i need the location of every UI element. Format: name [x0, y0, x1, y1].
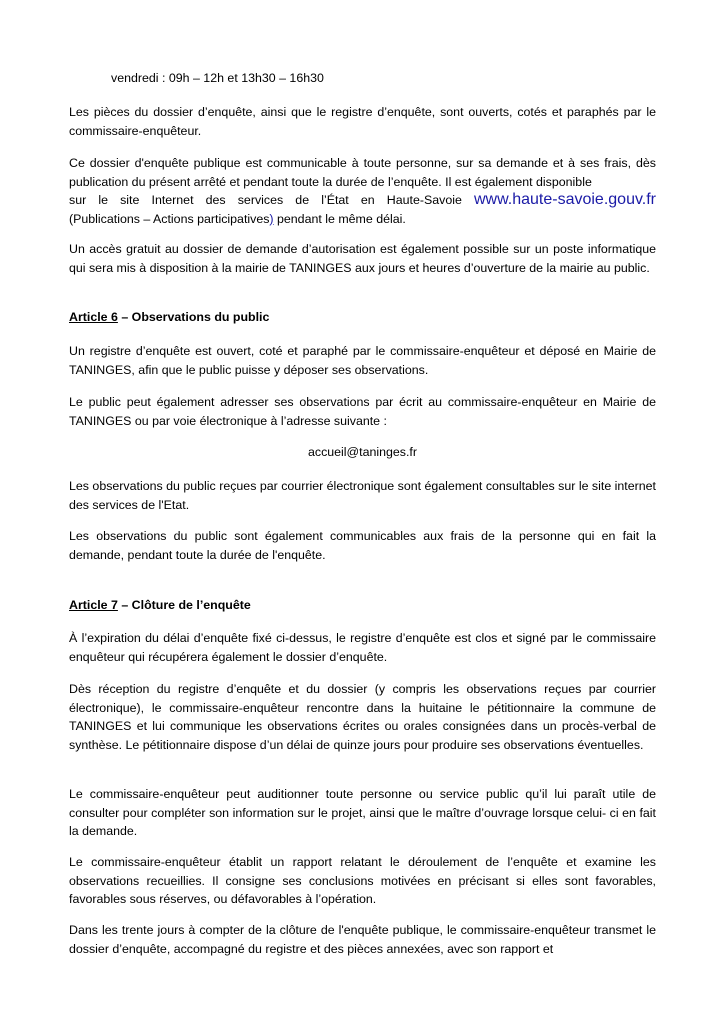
article-7-title: – Clôture de l’enquête: [117, 598, 251, 612]
article-6-heading: [69, 308, 656, 327]
closing-parenthesis: ): [269, 211, 274, 226]
paragraph-dossier-pieces: Les pièces du dossier d’enquête, ainsi que le registre d’enquête, sont ouverts, cotés et paraphés par le commissaire-enquêteur.: [69, 105, 656, 138]
article-7-label: Article 7: [69, 598, 118, 612]
paragraph-reception: Dès réception du registre d’enquête et du dossier (y compris les observations reçues par courrier électronique), le commissaire-enquêteur rencontre dans la huitaine le pétitionnaire la commune de TANINGES et lui communique les observations écrites ou orales consignées dans un procès-verbal de synthèse. Le pétitionnaire dispose d’un délai de quinze jours pour produire ses observations éventuelles.: [69, 682, 656, 752]
paragraph-registre: Un registre d’enquête est ouvert, coté et paraphé par le commissaire-enquêteur et déposé en Mairie de TANINGES, afin que le public puisse y déposer ses observations.: [69, 344, 656, 377]
article-7-heading: [69, 596, 656, 615]
paragraph-trente-jours: Dans les trente jours à compter de la clôture de l'enquête publique, le commissaire-enquêteur transmet le dossier d’enquête, accompagné du registre et des pièces annexées, avec son rapport et: [69, 923, 656, 956]
publications-line: [69, 210, 656, 229]
paragraph-acces-gratuit: Un accès gratuit au dossier de demande d’autorisation est également possible sur un poste informatique qui sera mis à disposition à la mairie de TANINGES aux jours et heures d’ouverture de la mairie au public.: [69, 242, 656, 275]
paragraph-observations-courrier: Les observations du public reçues par courrier électronique sont également consultables sur le site internet des services de l'Etat.: [69, 479, 656, 512]
schedule-line: vendredi : 09h – 12h et 13h30 – 16h30: [111, 71, 324, 85]
website-link[interactable]: www.haute-savoie.gouv.fr: [473, 191, 656, 208]
paragraph-text: Ce dossier d'enquête publique est communicable à toute personne, sur sa demande et à ses frais, dès publication du présent arrêté et pendant toute la durée de l’enquête. Il est également disponible: [69, 156, 656, 189]
article-6-label: Article 6: [69, 310, 118, 324]
paragraph-observations-communicables: Les observations du public sont également communicables aux frais de la personne qui en fait la demande, pendant toute la durée de l'enquête.: [69, 529, 656, 562]
site-line-prefix: sur le site Internet des services de l’État en Haute-Savoie: [69, 193, 462, 207]
email-address[interactable]: accueil@taninges.fr: [307, 445, 417, 459]
paragraph-auditionner: Le commissaire-enquêteur peut auditionner toute personne ou service public qu’il lui paraît utile de consulter pour compléter son information sur le projet, ainsi que le maître d’ouvrage lorsque celui- ci en fait la demande.: [69, 787, 656, 838]
paragraph-public-adresser: Le public peut également adresser ses observations par écrit au commissaire-enquêteur en Mairie de TANINGES ou par voie électronique à l’adresse suivante :: [69, 395, 656, 428]
site-line: [69, 191, 656, 210]
article-6-title: – Observations du public: [117, 310, 270, 324]
paragraph-dossier-communicable: [69, 154, 656, 228]
publications-label: (Publications – Actions participatives: [69, 211, 270, 226]
paragraph-expiration: À l’expiration du délai d’enquête fixé ci-dessus, le registre d’enquête est clos et signé par le commissaire enquêteur qui récupérera également le dossier d’enquête.: [69, 631, 656, 664]
paragraph-rapport: Le commissaire-enquêteur établit un rapport relatant le déroulement de l’enquête et examine les observations recueillies. Il consigne ses conclusions motivées en précisant si elles sont favorables, favorables sous réserves, ou défavorables à l’opération.: [69, 855, 656, 906]
publications-suffix: pendant le même délai.: [273, 211, 406, 226]
